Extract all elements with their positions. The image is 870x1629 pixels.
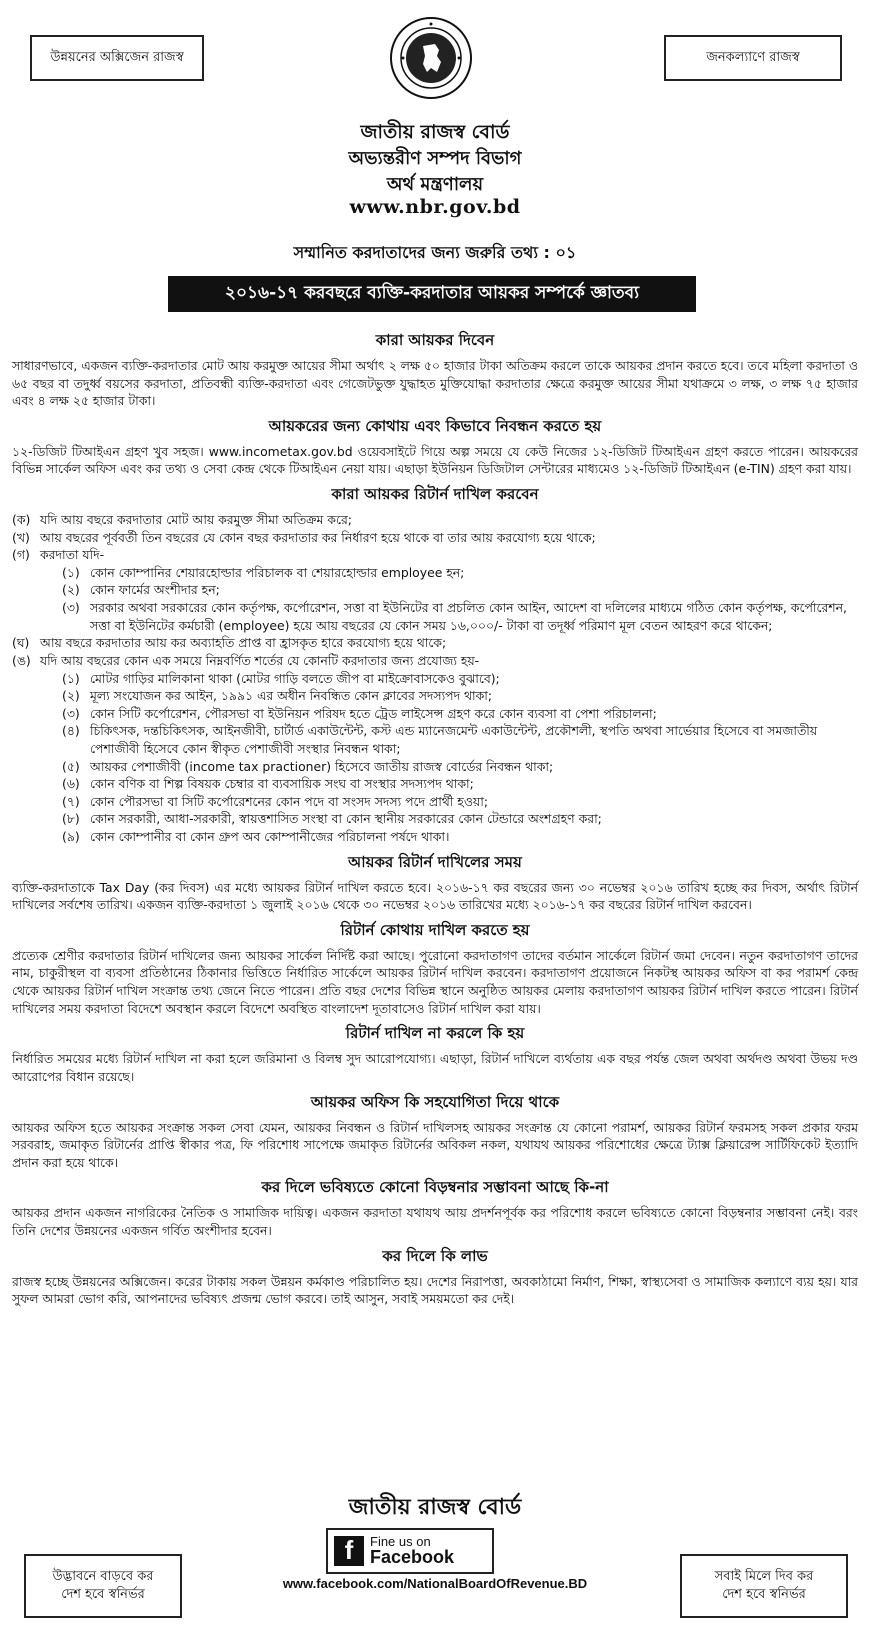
slogan-line: উদ্ভাবনে বাড়বে কর — [52, 1569, 154, 1585]
sub-list-item — [12, 793, 858, 811]
section-paragraph: সাধারণভাবে, একজন ব্যক্তি-করদাতার মোট আয় করমুক্ত আয়ের সীমা অর্থাৎ ২ লক্ষ ৫০ হাজার টাকা অতিক্রম করলে তাকে আয়কর প্রদান করতে হবে। তবে মহিলা করদাতা ও ৬৫ বছর বা তদুর্ধ্ব বয়সের করদাতা, প্রতিবন্ধী ব্যক্তি-করদাতা এবং গেজেটভুক্ত যুদ্ধাহত মুক্তিযোদ্ধা করদাতার ক্ষেত্রে করমুক্ত আয়ের সীমা যথাক্রমে ৩ লক্ষ, ৩ লক্ষ ৭৫ হাজার এবং ৪ লক্ষ ২৫ হাজার টাকা। — [12, 358, 858, 409]
facebook-url-link[interactable]: www.facebook.com/NationalBoardOfRevenue.BD — [282, 1576, 588, 1591]
facebook-badge-title: Facebook — [370, 1547, 455, 1568]
title-banner: ২০১৬-১৭ করবছরে ব্যক্তি-করদাতার আয়কর সম্পর্কে জ্ঞাতব্য — [168, 276, 696, 312]
item-marker: (ক) — [12, 512, 31, 528]
slogan-line: সবাই মিলে দিব কর — [714, 1569, 814, 1585]
notice-body — [12, 324, 858, 1308]
important-info-title: সম্মানিত করদাতাদের জন্য জরুরি তথ্য : ০১ — [293, 243, 577, 262]
header-ministry: অর্থ মন্ত্রণালয় — [386, 174, 484, 195]
item-text: মোটর গাড়ির মালিকানা থাকা (মোটর গাড়ি বলতে জীপ বা মাইক্রোবাসকেও বুঝাবে); — [90, 670, 500, 686]
sub-list-item — [12, 670, 858, 688]
slogan-line: দেশ হবে স্বনির্ভর — [722, 1587, 806, 1602]
facebook-badge-text — [370, 1535, 454, 1568]
slogan-top-right — [664, 35, 842, 81]
header-website: www.nbr.gov.bd — [349, 196, 521, 218]
item-marker: (১) — [62, 670, 80, 686]
item-marker: (৯) — [62, 829, 80, 845]
list-item — [12, 546, 858, 564]
section-title: আয়কর অফিস কি সহযোগিতা দিয়ে থাকে — [310, 1092, 560, 1111]
sub-list-item — [12, 705, 858, 723]
item-marker: (৭) — [62, 793, 80, 809]
item-marker: (৬) — [62, 776, 80, 792]
section-title: কর দিলে কি লাভ — [382, 1246, 488, 1265]
list-item — [12, 529, 858, 547]
list-item — [12, 652, 858, 670]
item-text: যদি আয় বছরে করদাতার মোট আয় করমুক্ত সীমা অতিক্রম করে; — [40, 512, 352, 528]
facebook-icon: f — [334, 1536, 364, 1566]
list — [12, 511, 858, 846]
item-text: কোন পৌরসভা বা সিটি কর্পোরেশনের কোন পদে বা সংসদ সদস্য পদে প্রার্থী হওয়া; — [90, 793, 489, 809]
government-seal-icon — [389, 16, 473, 100]
section-title: কর দিলে ভবিষ্যতে কোনো বিড়ম্বনার সম্ভাবনা আছে কি-না — [261, 1178, 609, 1197]
item-marker: (৫) — [62, 758, 80, 774]
item-marker: (৪) — [62, 723, 80, 739]
item-text: কোন কোম্পানির শেয়ারহোল্ডার পরিচালক বা শেয়ারহোল্ডার employee হন; — [90, 564, 465, 580]
item-text: কোন সিটি কর্পোরেশন, পৌরসভা বা ইউনিয়ন পরিষদ হতে ট্রেড লাইসেন্স গ্রহণ করে কোন ব্যবসা বা পেশা পরিচালনা; — [90, 705, 657, 721]
item-marker: (খ) — [12, 529, 30, 545]
item-text: কোন সরকারী, আধা-সরকারী, স্বায়ত্তশাসিত সংস্থা বা কোন স্থানীয় সরকারের কোন টেন্ডারে অংশগ্রহণ করা; — [90, 811, 602, 827]
facebook-badge-caption: Fine us on — [370, 1533, 431, 1549]
section-title: আয়কর রিটার্ন দাখিলের সময় — [348, 852, 522, 871]
item-text: কোন ফার্মের অংশীদার হন; — [90, 582, 220, 598]
header-org: জাতীয় রাজস্ব বোর্ড — [360, 121, 510, 143]
item-text: করদাতা যদি- — [40, 547, 105, 563]
item-text: আয়কর পেশাজীবী (income tax practioner) হিসেবে জাতীয় রাজস্ব বোর্ডের নিবন্ধন থাকা; — [90, 758, 554, 774]
section-title: রিটার্ন কোথায় দাখিল করতে হয় — [340, 920, 530, 939]
section-title: কারা আয়কর রিটার্ন দাখিল করবেন — [331, 485, 539, 504]
section-paragraph: আয়কর অফিস হতে আয়কর সংক্রান্ত সকল সেবা যেমন, আয়কর নিবন্ধন ও রিটার্ন দাখিলসহ আয়কর সংক্রান্ত যে কোনো পরামর্শ, আয়কর রিটার্ন ফরমসহ সকল প্রকার ফরম সরবরাহ, জমাকৃত রিটার্নের প্রাপ্তি স্বীকার পত্র, ফি পরিশোধ সাপেক্ষে জমাকৃত রিটার্নের অবিকল নকল, যথাযথ আয়কর পরিশোধের ক্ষেত্রে ট্যাক্স ক্লিয়ারেন্স সার্টিফিকেট ইত্যাদি প্রদান করা হয়ে থাকে। — [12, 1119, 858, 1170]
sub-list-item — [12, 722, 858, 757]
slogan-line: দেশ হবে স্বনির্ভর — [61, 1587, 145, 1602]
section-paragraph: ১২-ডিজিট টিআইএন গ্রহণ খুব সহজ। www.incometax.gov.bd ওয়েবসাইটে গিয়ে অল্প সময়ে যে কেউ নিজের ১২-ডিজিট টিআইএন গ্রহণ করতে পারেন। আয়করের বিভিন্ন সার্কেল অফিস এবং কর তথ্য ও সেবা কেন্দ্র থেকে টিআইএন নেয়া যায়। এছাড়া ইউনিয়ন ডিজিটাল সেন্টারের মাধ্যমেও ১২-ডিজিট টিআইএন (e-TIN) গ্রহণ করা যায়। — [12, 443, 858, 477]
item-text: আয় বছরে করদাতার আয় কর অব্যাহতি প্রাপ্ত বা হ্রাসকৃত হারে করযোগ্য হয়ে থাকে; — [40, 635, 447, 651]
item-marker: (৮) — [62, 811, 80, 827]
section-paragraph: রাজস্ব হচ্ছে উন্নয়নের অক্সিজেন। করের টাকায় সকল উন্নয়ন কর্মকাণ্ড পরিচালিত হয়। দেশের নিরাপত্তা, অবকাঠামো নির্মাণ, শিক্ষা, স্বাস্থ্যসেবা ও সামাজিক কল্যাণে ব্যয় হয়। যার সুফল আমরা ভোগ করি, আপনাদের ভবিষ্যৎ প্রজন্ম ভোগ করবে। তাই আসুন, সবাই সময়মতো কর দেই। — [12, 1273, 858, 1307]
sub-list-item — [12, 687, 858, 705]
list-item — [12, 634, 858, 652]
section-paragraph: প্রত্যেক শ্রেণীর করদাতার রিটার্ন দাখিলের জন্য আয়কর সার্কেল নির্দিষ্ট করা আছে। পুরোনো করদাতাগণ তাদের বর্তমান সার্কেলে রিটার্ন জমা দেবেন। নতুন করদাতাগণ তাদের নাম, চাকুরীস্থল বা ব্যবসা প্রতিষ্ঠানের ঠিকানার ভিত্তিতে নির্ধারিত সার্কেলে আয়কর রিটার্ন দাখিল করবেন। করদাতাগণ প্রয়োজনে নিকটস্থ আয়কর অফিস বা কর পরামর্শ কেন্দ্র থেকে আয়কর রিটার্ন দাখিল সংক্রান্ত তথ্য জেনে নিতে পারেন। প্রতি বছর দেশের বিভিন্ন স্থানে অনুষ্ঠিত আয়কর মেলায় করদাতাগণ আয়কর রিটার্ন দাখিল করতে পারেন। রিটার্ন দাখিলের সময় করদাতা বিদেশে অবস্থান করলে বিদেশে অবস্থিত বাংলাদেশ দূতাবাসেও রিটার্ন দাখিল করা যায়। — [12, 947, 858, 1016]
item-marker: (৩) — [62, 705, 80, 721]
footer-org-name: জাতীয় রাজস্ব বোর্ড — [348, 1495, 522, 1520]
slogan-text: জনকল্যাণে রাজস্ব — [706, 50, 800, 66]
slogan-bottom-right — [680, 1554, 848, 1618]
facebook-badge[interactable] — [326, 1528, 494, 1574]
sub-list-item — [12, 758, 858, 776]
item-marker: (ঙ) — [12, 652, 31, 668]
sub-list-item — [12, 810, 858, 828]
section-paragraph: ব্যক্তি-করদাতাকে Tax Day (কর দিবস) এর মধ্যে আয়কর রিটার্ন দাখিল করতে হবে। ২০১৬-১৭ কর বছরের জন্য ৩০ নভেম্বর ২০১৬ তারিখ হচ্ছে কর দিবস, অর্থাৎ রিটার্ন দাখিলের সর্বশেষ তারিখ। একজন ব্যক্তি-করদাতা ১ জুলাই ২০১৬ থেকে ৩০ নভেম্বর ২০১৬ তারিখের মধ্যে ২০১৬-১৭ কর বছরের রিটার্ন দাখিল করবেন। — [12, 879, 858, 913]
sub-list-item — [12, 564, 858, 582]
item-marker: (২) — [62, 582, 80, 598]
slogan-text: উন্নয়নের অক্সিজেন রাজস্ব — [50, 50, 184, 66]
item-marker: (গ) — [12, 547, 30, 563]
item-text: কোন কোম্পানীর বা কোন গ্রুপ অব কোম্পানীজের পরিচালনা পর্ষদে থাকা। — [90, 829, 450, 845]
item-text: সরকার অথবা সরকারের কোন কর্তৃপক্ষ, কর্পোরেশন, সত্তা বা ইউনিটের বা প্রচলিত কোন আইন, আদেশ বা দলিলের মাধ্যমে গঠিত কোন কর্তৃপক্ষ, কর্পোরেশন, সত্তা বা ইউনিটের কর্মচারী (employee) হয়ে আয় বছরের যে কোন সময় ১৬,০০০/- টাকা বা তদূর্ধ্ব পরিমাণ মূল বেতন আহরণ করে থাকেন; — [90, 600, 847, 633]
sub-list-item — [12, 581, 858, 599]
item-marker: (১) — [62, 564, 80, 580]
section-title: আয়করের জন্য কোথায় এবং কিভাবে নিবন্ধন করতে হয় — [268, 416, 602, 435]
sub-list-item — [12, 599, 858, 634]
sub-list-item — [12, 828, 858, 846]
item-marker: (ঘ) — [12, 635, 30, 651]
item-marker: (৩) — [62, 600, 80, 616]
sub-list-item — [12, 775, 858, 793]
header-division: অভ্যন্তরীণ সম্পদ বিভাগ — [348, 148, 522, 169]
section-paragraph: আয়কর প্রদান একজন নাগরিকের নৈতিক ও সামাজিক দায়িত্ব। একজন করদাতা যথাযথ আয় প্রদর্শনপূর্বক কর পরিশোধ করলে ভবিষ্যতে কোনো বিড়ম্বনার সম্ভাবনা নেই। বরং তিনি দেশের উন্নয়নের একজন গর্বিত অংশীদার হবেন। — [12, 1205, 858, 1238]
item-text: চিকিৎসক, দন্তচিকিৎসক, আইনজীবী, চার্টার্ড একাউন্টেন্ট, কস্ট এন্ড ম্যানেজমেন্ট একাউন্টেন্ট, প্রকৌশলী, স্থপতি অথবা সার্ভেয়ার হিসেবে বা সমজাতীয় পেশাজীবী হিসেবে কোন স্বীকৃত পেশাজীবী সংস্থার নিবন্ধন থাকা; — [90, 723, 818, 756]
section-paragraph: নির্ধারিত সময়ের মধ্যে রিটার্ন দাখিল না করা হলে জরিমানা ও বিলম্ব সুদ আরোপযোগ্য। এছাড়া, রিটার্ন দাখিলে ব্যর্থতায় এক বছর পর্যন্ত জেল অথবা অর্থদণ্ড অথবা উভয় দণ্ড আরোপের বিধান রয়েছে। — [12, 1051, 858, 1084]
item-text: মূল্য সংযোজন কর আইন, ১৯৯১ এর অধীন নিবন্ধিত কোন ক্লাবের সদস্যপদ থাকা; — [90, 688, 493, 704]
list-item — [12, 511, 858, 529]
item-text: যদি আয় বছরের কোন এক সময়ে নিম্নবর্ণিত শর্তের যে কোনটি করদাতার জন্য প্রযোজ্য হয়- — [40, 652, 480, 668]
section-title: রিটার্ন দাখিল না করলে কি হয় — [345, 1024, 525, 1043]
item-text: কোন বণিক বা শিল্প বিষয়ক চেম্বার বা ব্যবসায়িক সংঘ বা সংস্থার সদস্যপদ থাকা; — [90, 776, 474, 792]
item-text: আয় বছরের পূর্ববর্তী তিন বছরের যে কোন বছর করদাতার কর নির্ধারণ হয়ে থাকে বা তার আয় করযোগ্য হয়ে থাকে; — [40, 529, 596, 545]
section-title: কারা আয়কর দিবেন — [375, 331, 495, 349]
item-marker: (২) — [62, 688, 80, 704]
slogan-top-left — [30, 35, 204, 81]
